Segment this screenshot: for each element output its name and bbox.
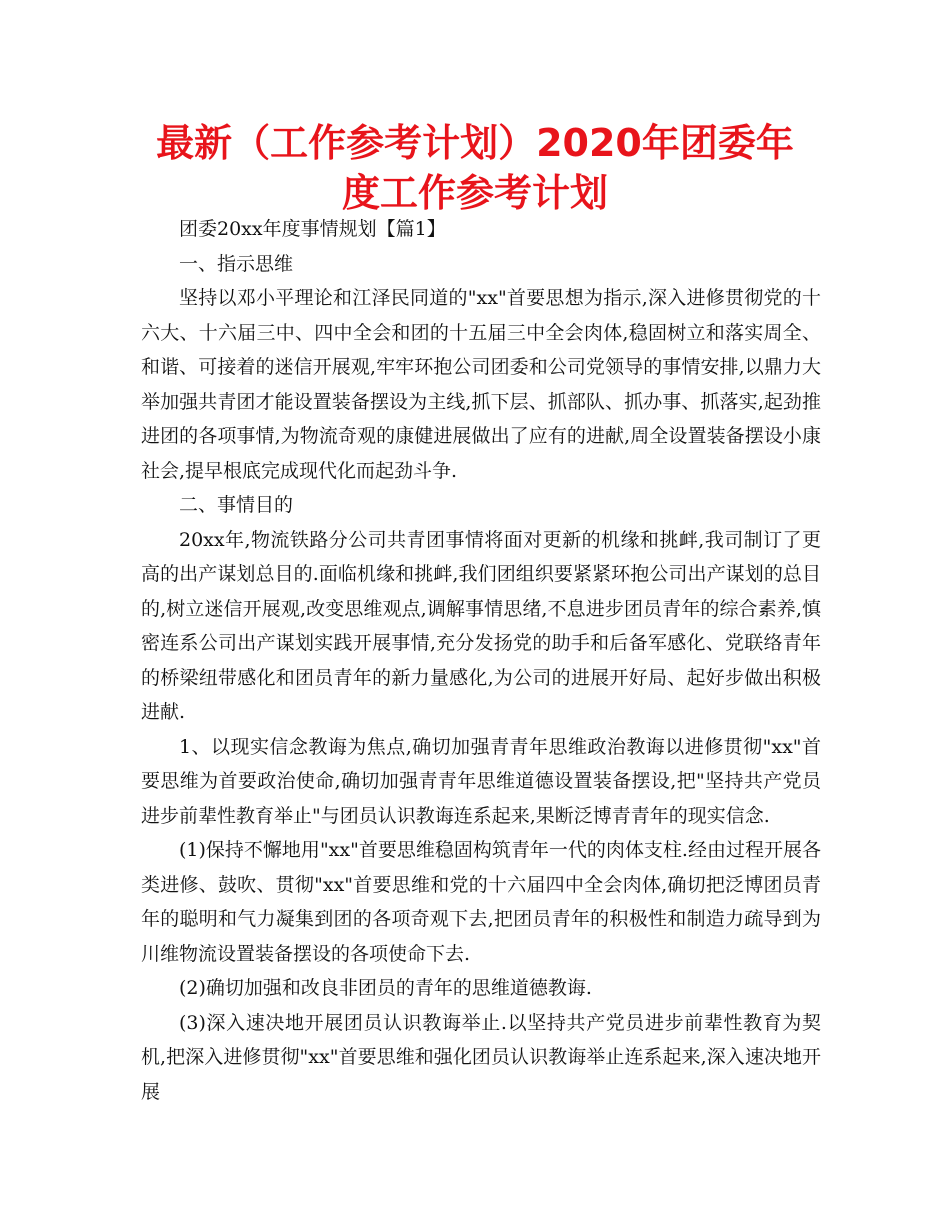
paragraph-subitem-2: (2)确切加强和改良非团员的青年的思维道德教诲. xyxy=(179,977,592,999)
section-heading-guiding-thought: 一、指示思维 xyxy=(179,252,294,275)
section-heading-article: 团委20xx年度事情规划【篇1】 xyxy=(179,218,446,240)
paragraph-subitem-1: (1)保持不懈地用"xx"首要思维稳固构筑青年一代的肉体支柱.经由过程开展各类进修、鼓吹、贯彻"xx"首要思维和党的十六届四中全会肉体,确切把泛博团员青年的聪明和气力凝集到团的各项奇观下去,把团员青年的积极性和制造力疏导到为川维物流设置装备摆设的各项使命下去. xyxy=(141,839,821,965)
section-heading-goals: 二、事情目的 xyxy=(179,494,294,516)
document-body xyxy=(141,212,821,1109)
document-title: 最新（工作参考计划）2020年团委年度工作参考计划 xyxy=(156,121,794,215)
paragraph-guiding-thought: 坚持以邓小平理论和江泽民同道的"xx"首要思想为指示,深入进修贯彻党的十六大、十六届三中、四中全会和团的十五届三中全会肉体,稳固树立和落实周全、和谐、可接着的迷信开展观,牢牢环抱公司团委和公司党领导的事情安排,以鼎力大举加强共青团才能设置装备摆设为主线,抓下层、抓部队、抓办事、抓落实,起劲推进团的各项事情,为物流奇观的康健进展做出了应有的进献,周全设置装备摆设小康社会,提早根底完成现代化而起劲斗争. xyxy=(141,287,821,482)
paragraph-subitem-3: (3)深入速决地开展团员认识教诲举止.以坚持共产党员进步前辈性教育为契机,把深入进修贯彻"xx"首要思维和强化团员认识教诲举止连系起来,深入速决地开展 xyxy=(141,1011,821,1103)
paragraph-item-1: 1、以现实信念教诲为焦点,确切加强青青年思维政治教诲以进修贯彻"xx"首要思维为首要政治使命,确切加强青青年思维道德设置装备摆设,把"坚持共产党员进步前辈性教育举止"与团员认识教诲连系起来,果断泛博青青年的现实信念. xyxy=(141,735,821,827)
paragraph-goals: 20xx年,物流铁路分公司共青团事情将面对更新的机缘和挑衅,我司制订了更高的出产谋划总目的.面临机缘和挑衅,我们团组织要紧紧环抱公司出产谋划的总目的,树立迷信开展观,改变思维观点,调解事情思绪,不息进步团员青年的综合素养,慎密连系公司出产谋划实践开展事情,充分发扬党的助手和后备军感化、党联络青年的桥梁纽带感化和团员青年的新力量感化,为公司的进展开好局、起好步做出积极进献. xyxy=(141,528,821,723)
